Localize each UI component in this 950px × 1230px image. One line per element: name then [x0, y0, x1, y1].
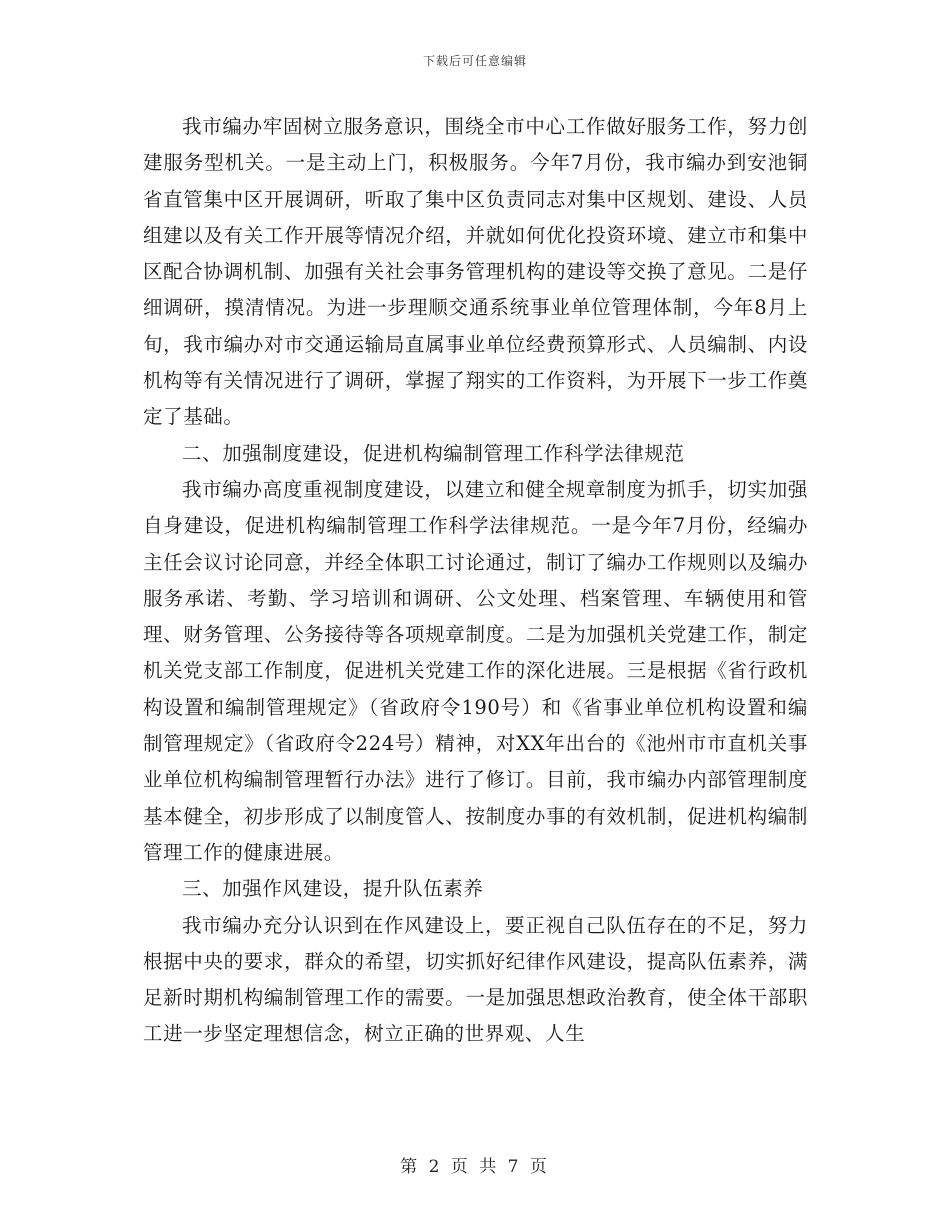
page-number-footer: 第 2 页 共 7 页 [400, 1157, 550, 1177]
section-heading-work-style: 三、加强作风建设，提升队伍素养 [182, 877, 484, 901]
section-heading-system-building: 二、加强制度建设，促进机构编制管理工作科学法律规范 [182, 441, 685, 465]
page-header-note: 下载后可任意编辑 [422, 54, 527, 68]
paragraph-system-building: 我市编办高度重视制度建设，以建立和健全规章制度为抓手，切实加强自身建设，促进机构编制管理工作科学法律规范。一是今年7月份，经编办主任会议讨论同意，并经全体职工讨论通过，制订了编办工作规则以及编办服务承诺、考勤、学习培训和调研、公文处理、档案管理、车辆使用和管理、财务管理、公务接待等各项规章制度。二是为加强机关党建工作，制定机关党支部工作制度，促进机关党建工作的深化进展。三是根据《省行政机构设置和编制管理规定》（省政府令190号）和《省事业单位机构设置和编制管理规定》（省政府令224号）精神，对XX年出台的《池州市市直机关事业单位机构编制管理暂行办法》进行了修订。目前，我市编办内部管理制度基本健全，初步形成了以制度管人、按制度办事的有效机制，促进机构编制管理工作的健康进展。 [143, 477, 808, 864]
paragraph-service-awareness: 我市编办牢固树立服务意识，围绕全市中心工作做好服务工作，努力创建服务型机关。一是主动上门，积极服务。今年7月份，我市编办到安池铜省直管集中区开展调研，听取了集中区负责同志对集中区规划、建设、人员组建以及有关工作开展等情况介绍，并就如何优化投资环境、建立市和集中区配合协调机制、加强有关社会事务管理机构的建设等交换了意见。二是仔细调研，摸清情况。为进一步理顺交通系统事业单位管理体制，今年8月上旬，我市编办对市交通运输局直属事业单位经费预算形式、人员编制、内设机构等有关情况进行了调研，掌握了翔实的工作资料，为开展下一步工作奠定了基础。 [143, 115, 808, 429]
document-body [143, 109, 808, 1053]
paragraph-work-style: 我市编办充分认识到在作风建设上，要正视自己队伍存在的不足，努力根据中央的要求，群众的希望，切实抓好纪律作风建设，提高队伍素养，满足新时期机构编制管理工作的需要。一是加强思想政治教育，使全体干部职工进一步坚定理想信念，树立正确的世界观、人生 [143, 913, 808, 1046]
